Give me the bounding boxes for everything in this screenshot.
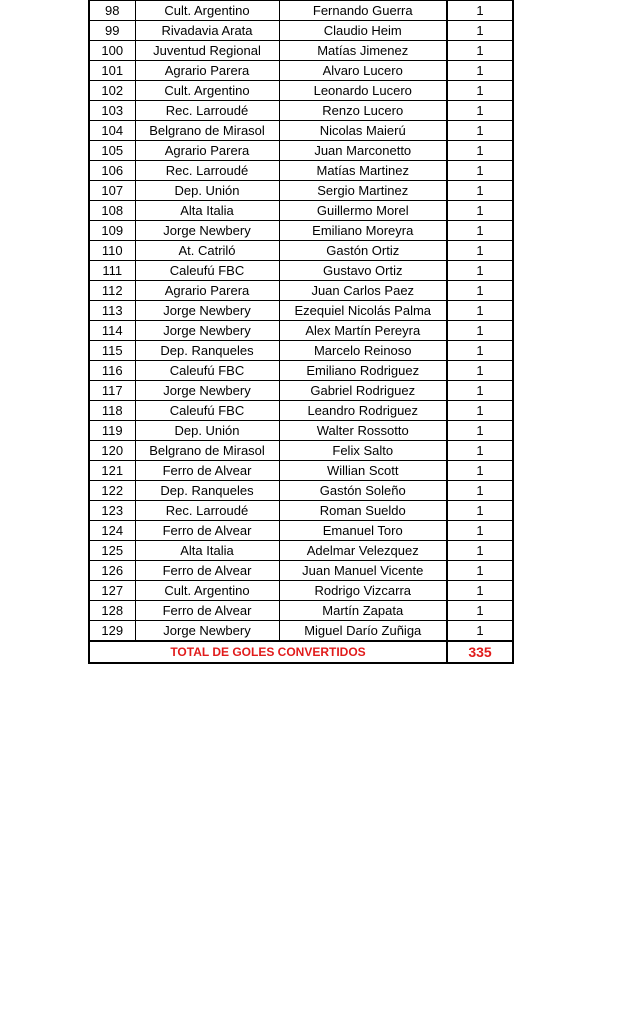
table-row — [89, 421, 513, 441]
table-row — [89, 461, 513, 481]
goal-count: 1 — [447, 81, 513, 101]
table-row — [89, 601, 513, 621]
goal-count: 1 — [447, 621, 513, 642]
table-row — [89, 101, 513, 121]
club-name: Cult. Argentino — [135, 1, 279, 21]
table-row — [89, 201, 513, 221]
player-name: Gastón Soleño — [279, 481, 447, 501]
club-name: Alta Italia — [135, 201, 279, 221]
player-name: Sergio Martinez — [279, 181, 447, 201]
table-row — [89, 1, 513, 21]
row-number: 116 — [89, 361, 135, 381]
player-name: Matías Martinez — [279, 161, 447, 181]
player-name: Claudio Heim — [279, 21, 447, 41]
row-number: 126 — [89, 561, 135, 581]
player-name: Emiliano Rodriguez — [279, 361, 447, 381]
goal-count: 1 — [447, 341, 513, 361]
table-row — [89, 561, 513, 581]
row-number: 107 — [89, 181, 135, 201]
club-name: Jorge Newbery — [135, 301, 279, 321]
club-name: Ferro de Alvear — [135, 521, 279, 541]
row-number: 118 — [89, 401, 135, 421]
player-name: Martín Zapata — [279, 601, 447, 621]
table-row — [89, 41, 513, 61]
row-number: 127 — [89, 581, 135, 601]
table-row — [89, 501, 513, 521]
goal-count: 1 — [447, 221, 513, 241]
row-number: 98 — [89, 1, 135, 21]
club-name: Agrario Parera — [135, 61, 279, 81]
goal-count: 1 — [447, 181, 513, 201]
goal-count: 1 — [447, 421, 513, 441]
player-name: Guillermo Morel — [279, 201, 447, 221]
row-number: 100 — [89, 41, 135, 61]
player-name: Adelmar Velezquez — [279, 541, 447, 561]
club-name: Jorge Newbery — [135, 221, 279, 241]
goal-count: 1 — [447, 461, 513, 481]
row-number: 115 — [89, 341, 135, 361]
row-number: 106 — [89, 161, 135, 181]
table-row — [89, 61, 513, 81]
row-number: 121 — [89, 461, 135, 481]
goal-count: 1 — [447, 541, 513, 561]
row-number: 123 — [89, 501, 135, 521]
row-number: 111 — [89, 261, 135, 281]
goal-count: 1 — [447, 521, 513, 541]
row-number: 124 — [89, 521, 135, 541]
club-name: Rec. Larroudé — [135, 161, 279, 181]
player-name: Gustavo Ortiz — [279, 261, 447, 281]
player-name: Fernando Guerra — [279, 1, 447, 21]
goal-count: 1 — [447, 401, 513, 421]
table-row — [89, 301, 513, 321]
row-number: 113 — [89, 301, 135, 321]
club-name: Dep. Unión — [135, 181, 279, 201]
goal-count: 1 — [447, 121, 513, 141]
goal-count: 1 — [447, 321, 513, 341]
table-row — [89, 161, 513, 181]
player-name: Juan Manuel Vicente — [279, 561, 447, 581]
club-name: Dep. Ranqueles — [135, 341, 279, 361]
club-name: Cult. Argentino — [135, 581, 279, 601]
table-row — [89, 521, 513, 541]
row-number: 129 — [89, 621, 135, 642]
player-name: Gabriel Rodriguez — [279, 381, 447, 401]
club-name: Juventud Regional — [135, 41, 279, 61]
player-name: Willian Scott — [279, 461, 447, 481]
player-name: Juan Marconetto — [279, 141, 447, 161]
goal-count: 1 — [447, 361, 513, 381]
row-number: 120 — [89, 441, 135, 461]
row-number: 125 — [89, 541, 135, 561]
row-number: 105 — [89, 141, 135, 161]
goal-count: 1 — [447, 261, 513, 281]
club-name: Ferro de Alvear — [135, 601, 279, 621]
club-name: At. Catriló — [135, 241, 279, 261]
club-name: Rec. Larroudé — [135, 101, 279, 121]
table-row — [89, 481, 513, 501]
goal-count: 1 — [447, 201, 513, 221]
player-name: Gastón Ortiz — [279, 241, 447, 261]
table-row — [89, 221, 513, 241]
table-row — [89, 581, 513, 601]
goal-count: 1 — [447, 301, 513, 321]
row-number: 122 — [89, 481, 135, 501]
table-row — [89, 21, 513, 41]
goal-count: 1 — [447, 501, 513, 521]
table-row — [89, 441, 513, 461]
table-row — [89, 281, 513, 301]
table-row — [89, 341, 513, 361]
goal-count: 1 — [447, 561, 513, 581]
club-name: Jorge Newbery — [135, 321, 279, 341]
club-name: Belgrano de Mirasol — [135, 441, 279, 461]
player-name: Emiliano Moreyra — [279, 221, 447, 241]
table-row — [89, 361, 513, 381]
player-name: Emanuel Toro — [279, 521, 447, 541]
club-name: Rec. Larroudé — [135, 501, 279, 521]
player-name: Miguel Darío Zuñiga — [279, 621, 447, 642]
row-number: 103 — [89, 101, 135, 121]
club-name: Caleufú FBC — [135, 261, 279, 281]
scorers-table-body — [89, 1, 513, 642]
goal-count: 1 — [447, 581, 513, 601]
club-name: Agrario Parera — [135, 281, 279, 301]
club-name: Caleufú FBC — [135, 401, 279, 421]
table-row — [89, 621, 513, 642]
goal-count: 1 — [447, 101, 513, 121]
row-number: 109 — [89, 221, 135, 241]
player-name: Matías Jimenez — [279, 41, 447, 61]
total-row — [89, 641, 513, 663]
goal-count: 1 — [447, 21, 513, 41]
total-value: 335 — [447, 641, 513, 663]
player-name: Alex Martín Pereyra — [279, 321, 447, 341]
goal-count: 1 — [447, 241, 513, 261]
goal-count: 1 — [447, 281, 513, 301]
player-name: Walter Rossotto — [279, 421, 447, 441]
player-name: Marcelo Reinoso — [279, 341, 447, 361]
goal-count: 1 — [447, 61, 513, 81]
player-name: Rodrigo Vizcarra — [279, 581, 447, 601]
club-name: Jorge Newbery — [135, 621, 279, 642]
club-name: Belgrano de Mirasol — [135, 121, 279, 141]
table-row — [89, 401, 513, 421]
row-number: 128 — [89, 601, 135, 621]
player-name: Ezequiel Nicolás Palma — [279, 301, 447, 321]
row-number: 110 — [89, 241, 135, 261]
table-row — [89, 141, 513, 161]
player-name: Alvaro Lucero — [279, 61, 447, 81]
goal-count: 1 — [447, 441, 513, 461]
goal-count: 1 — [447, 1, 513, 21]
goal-count: 1 — [447, 381, 513, 401]
club-name: Caleufú FBC — [135, 361, 279, 381]
club-name: Dep. Unión — [135, 421, 279, 441]
scorers-table — [88, 0, 514, 664]
row-number: 99 — [89, 21, 135, 41]
table-row — [89, 81, 513, 101]
table-row — [89, 261, 513, 281]
player-name: Renzo Lucero — [279, 101, 447, 121]
player-name: Juan Carlos Paez — [279, 281, 447, 301]
club-name: Dep. Ranqueles — [135, 481, 279, 501]
player-name: Roman Sueldo — [279, 501, 447, 521]
player-name: Nicolas Maierú — [279, 121, 447, 141]
goal-count: 1 — [447, 161, 513, 181]
goal-count: 1 — [447, 601, 513, 621]
club-name: Cult. Argentino — [135, 81, 279, 101]
total-label: TOTAL DE GOLES CONVERTIDOS — [89, 641, 447, 663]
club-name: Rivadavia Arata — [135, 21, 279, 41]
player-name: Leonardo Lucero — [279, 81, 447, 101]
scorers-sheet — [88, 0, 512, 664]
table-row — [89, 381, 513, 401]
row-number: 114 — [89, 321, 135, 341]
row-number: 104 — [89, 121, 135, 141]
club-name: Ferro de Alvear — [135, 461, 279, 481]
table-row — [89, 181, 513, 201]
player-name: Felix Salto — [279, 441, 447, 461]
club-name: Ferro de Alvear — [135, 561, 279, 581]
player-name: Leandro Rodriguez — [279, 401, 447, 421]
table-row — [89, 241, 513, 261]
table-row — [89, 121, 513, 141]
row-number: 117 — [89, 381, 135, 401]
goal-count: 1 — [447, 41, 513, 61]
table-row — [89, 541, 513, 561]
goal-count: 1 — [447, 141, 513, 161]
club-name: Alta Italia — [135, 541, 279, 561]
row-number: 108 — [89, 201, 135, 221]
club-name: Jorge Newbery — [135, 381, 279, 401]
table-row — [89, 321, 513, 341]
club-name: Agrario Parera — [135, 141, 279, 161]
goal-count: 1 — [447, 481, 513, 501]
row-number: 112 — [89, 281, 135, 301]
row-number: 119 — [89, 421, 135, 441]
row-number: 101 — [89, 61, 135, 81]
row-number: 102 — [89, 81, 135, 101]
